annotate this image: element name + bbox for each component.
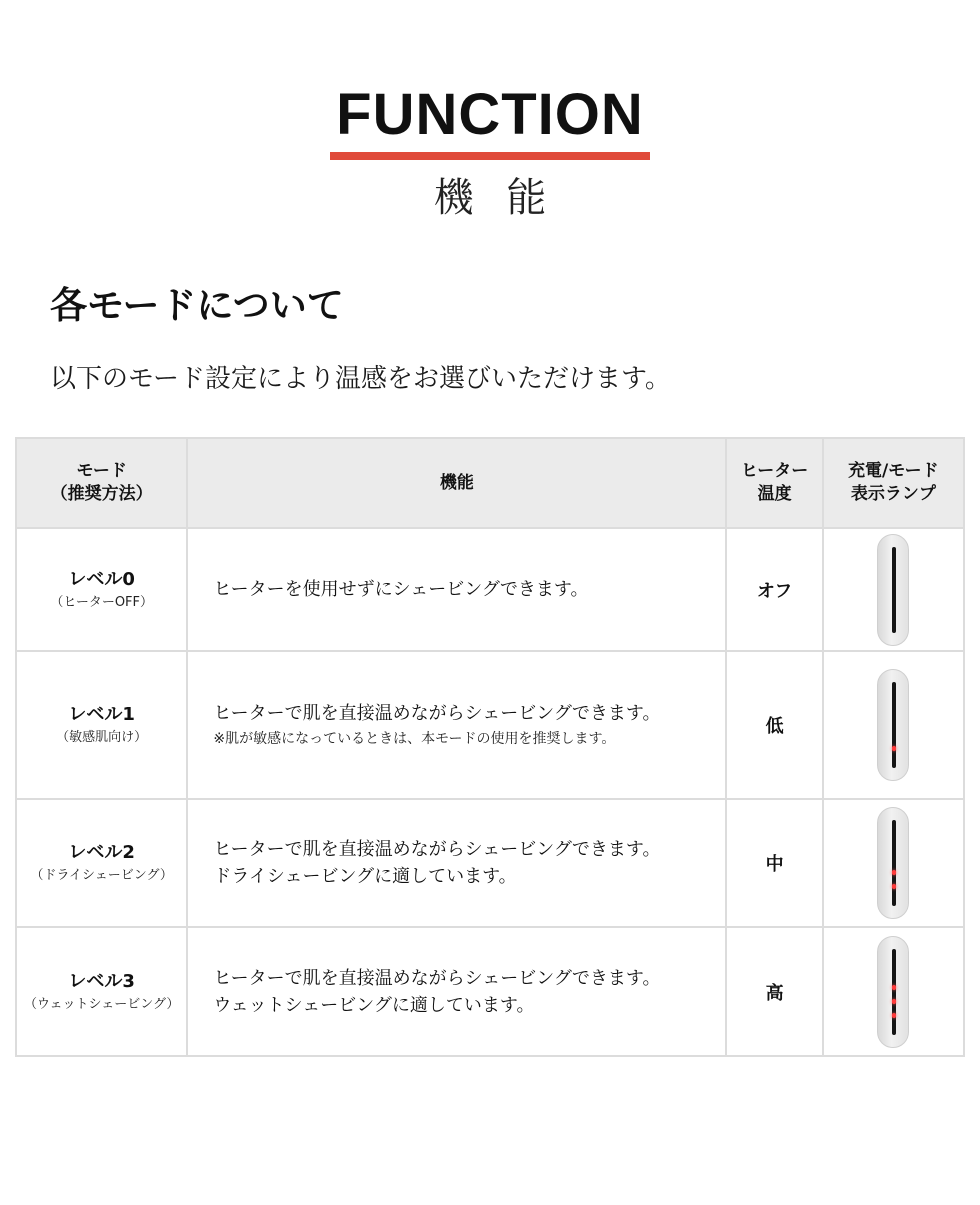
mode-table [15,437,965,1057]
mode-name: レベル0 [68,568,135,590]
indicator-lamp-icon [877,669,909,781]
mode-recommendation: （ヒーターOFF） [50,594,154,610]
mode-recommendation: （敏感肌向け） [56,730,148,745]
mode-cell [16,927,187,1056]
function-cell [187,651,726,799]
header-mode-line1: モード [76,461,127,481]
lamp-cell [823,927,964,1056]
mode-cell [16,528,187,651]
header-lamp-line2: 表示ランプ [850,484,936,504]
function-text: ヒーターを使用せずにシェービングできます。 [213,579,589,600]
mode-recommendation: （ウェットシェービング） [24,996,180,1012]
header-function [187,438,726,528]
mode-recommendation: （ドライシェービング） [30,868,173,883]
lamp-bar [892,682,896,768]
mode-cell [16,651,187,799]
header-lamp-line1: 充電/モード [848,461,939,481]
title-underline [330,152,650,160]
mode-name: レベル3 [68,970,135,992]
function-cell [187,927,726,1056]
temperature-cell: 中 [726,799,822,927]
function-cell [187,799,726,927]
function-text: ヒーターで肌を直接温めながらシェービングできます。 [213,967,661,989]
function-text: ヒーターで肌を直接温めながらシェービングできます。 [213,839,661,860]
page-title: FUNCTION [336,82,644,147]
header-temp-line1: ヒーター [740,461,809,481]
header-function-label: 機能 [439,472,474,493]
lamp-cell [823,651,964,799]
function-note: ※肌が敏感になっているときは、本モードの使用を推奨します。 [213,730,616,747]
header-temp-line2: 温度 [757,484,792,504]
lamp-lit-segment [892,985,896,990]
mode-name: レベル1 [68,704,135,725]
lamp-lit-segment [892,999,896,1004]
function-text: ヒーターで肌を直接温めながらシェービングできます。 [213,702,661,724]
lamp-bar [892,547,896,633]
indicator-lamp-icon [877,534,909,646]
mode-cell [16,799,187,927]
table-row [16,927,964,1056]
table-row [16,651,964,799]
hero [0,78,980,222]
lamp-cell [823,799,964,927]
temperature-cell: オフ [726,528,822,651]
lamp-cell [823,528,964,651]
header-mode [16,438,187,528]
lamp-lit-segment [892,1013,896,1018]
table-header-row [16,438,964,528]
function-text-2: ドライシェービングに適しています。 [213,866,517,887]
header-lamp [823,438,964,528]
section-heading: 各モードについて [50,284,344,327]
indicator-lamp-icon [877,936,909,1048]
page-subtitle: 機 能 [433,175,557,221]
function-cell [187,528,726,651]
header-temperature [726,438,822,528]
temperature-cell: 高 [726,927,822,1056]
indicator-lamp-icon [877,807,909,919]
lamp-bar [892,949,896,1035]
mode-name: レベル2 [68,842,135,863]
section-lead: 以下のモード設定により温感をお選びいただけます。 [50,364,671,394]
table-row [16,528,964,651]
temperature-cell: 低 [726,651,822,799]
function-text-2: ウェットシェービングに適しています。 [213,994,535,1016]
table-row [16,799,964,927]
header-mode-line2: （推奨方法） [50,484,153,504]
lamp-bar [892,820,896,906]
